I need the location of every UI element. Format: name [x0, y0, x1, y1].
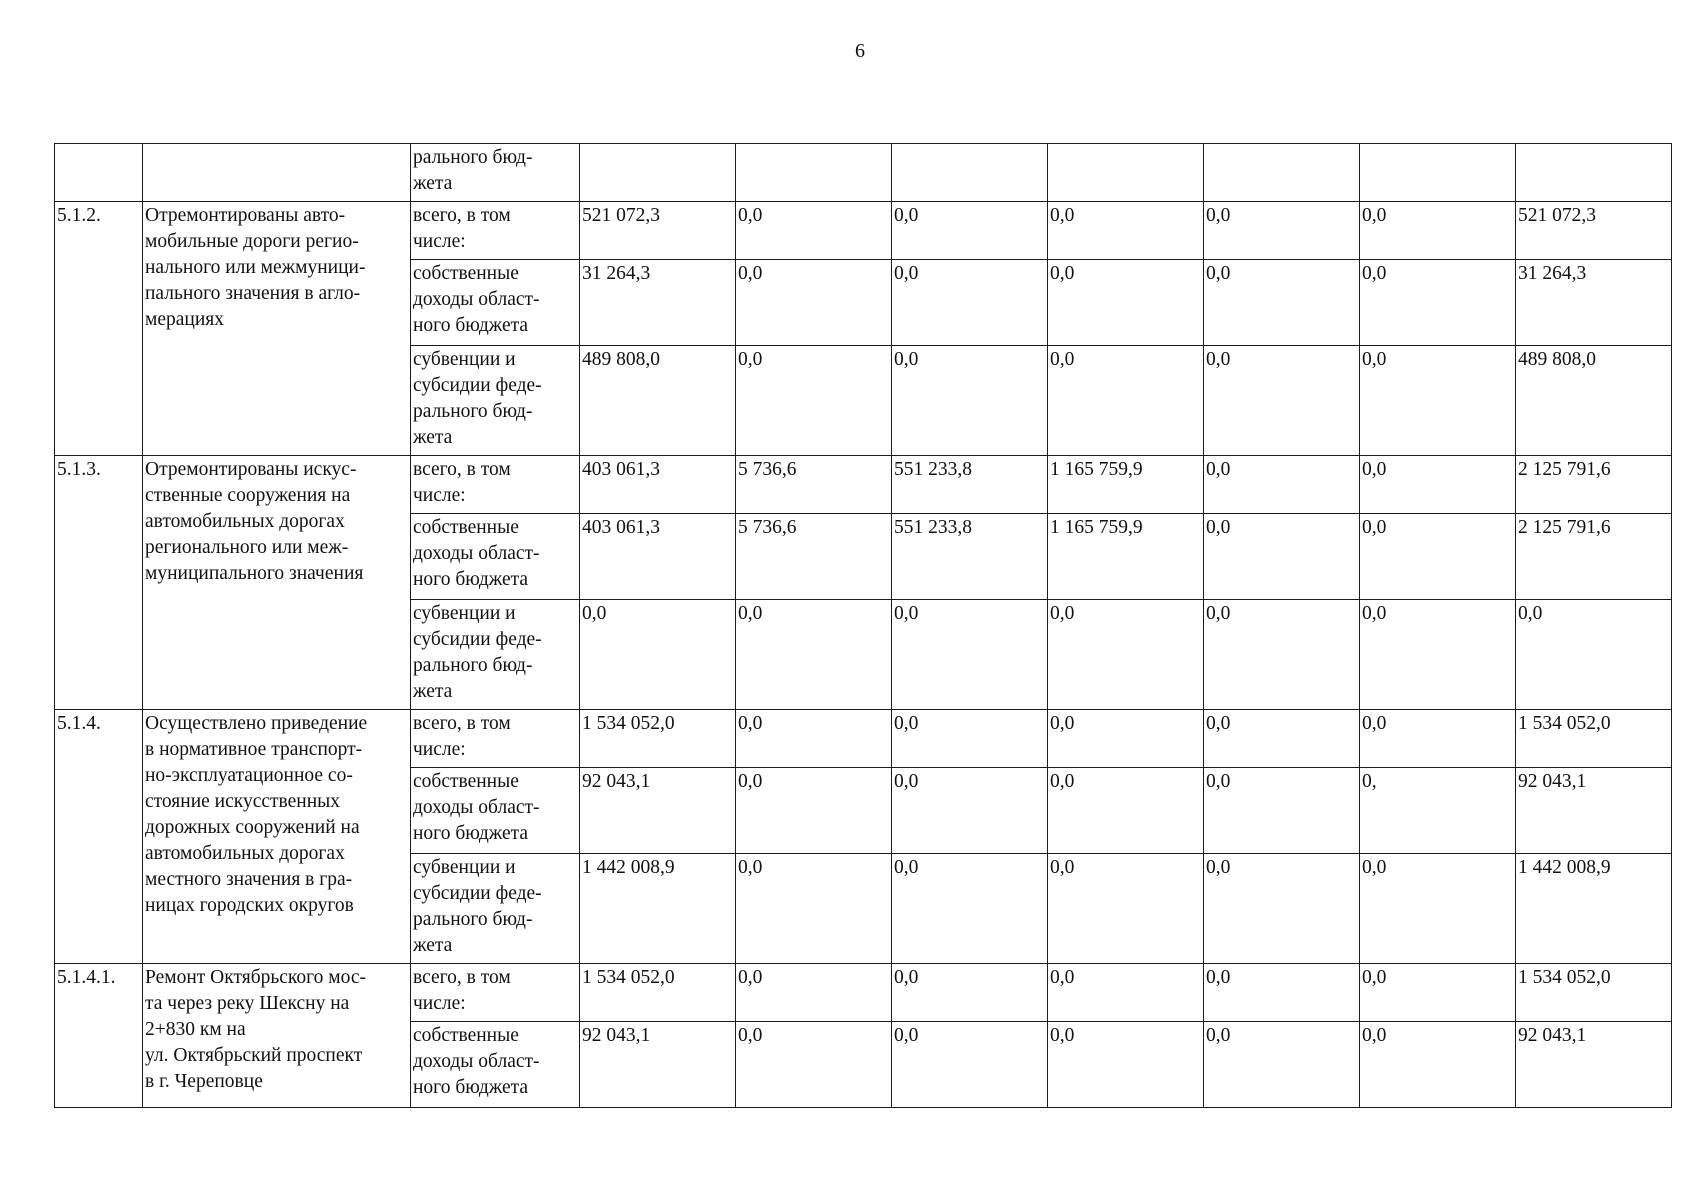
value-cell: 0,0 [736, 710, 892, 768]
measure-name-cell: Отремонтированы искус- ственные сооружения на автомобильных дорогах регионального или меж- муниципального значения [143, 456, 411, 710]
value-cell: 1 165 759,9 [1048, 514, 1204, 600]
table-row [55, 710, 1672, 768]
budget-table [54, 143, 1672, 1108]
funding-source-cell: субвенции и субсидии феде- рального бюд- жета [411, 854, 580, 964]
value-cell: 0,0 [1204, 514, 1360, 600]
value-cell: 0,0 [1048, 854, 1204, 964]
value-cell: 0,0 [1360, 202, 1516, 260]
funding-source-cell: рального бюд- жета [411, 144, 580, 202]
measure-name-cell [143, 144, 411, 202]
value-cell: 0,0 [892, 600, 1048, 710]
value-cell: 0,0 [1048, 768, 1204, 854]
value-cell: 403 061,3 [580, 456, 736, 514]
value-cell: 551 233,8 [892, 456, 1048, 514]
value-cell: 0,0 [1048, 260, 1204, 346]
value-cell: 1 165 759,9 [1048, 456, 1204, 514]
value-cell: 0,0 [580, 600, 736, 710]
table-row [55, 202, 1672, 260]
value-cell: 92 043,1 [580, 1022, 736, 1108]
value-cell: 0,0 [1360, 456, 1516, 514]
value-cell: 0,0 [1360, 600, 1516, 710]
value-cell: 489 808,0 [1516, 346, 1672, 456]
funding-source-cell: всего, в том числе: [411, 202, 580, 260]
value-cell: 0,0 [1204, 1022, 1360, 1108]
value-cell [1516, 144, 1672, 202]
value-cell: 0,0 [1204, 964, 1360, 1022]
funding-source-cell: собственные доходы област- ного бюджета [411, 260, 580, 346]
row-number-cell: 5.1.4.1. [55, 964, 143, 1108]
value-cell: 0,0 [892, 346, 1048, 456]
value-cell: 489 808,0 [580, 346, 736, 456]
value-cell [736, 144, 892, 202]
value-cell: 0,0 [1360, 1022, 1516, 1108]
value-cell [580, 144, 736, 202]
value-cell: 2 125 791,6 [1516, 514, 1672, 600]
value-cell: 0,0 [1516, 600, 1672, 710]
funding-source-cell: собственные доходы област- ного бюджета [411, 768, 580, 854]
value-cell: 1 442 008,9 [580, 854, 736, 964]
page-number: 6 [855, 40, 865, 62]
value-cell [892, 144, 1048, 202]
value-cell: 0, [1360, 768, 1516, 854]
value-cell: 0,0 [1360, 854, 1516, 964]
value-cell: 1 534 052,0 [580, 964, 736, 1022]
row-number-cell [55, 144, 143, 202]
value-cell: 0,0 [1360, 964, 1516, 1022]
value-cell [1360, 144, 1516, 202]
value-cell: 551 233,8 [892, 514, 1048, 600]
value-cell: 0,0 [1204, 768, 1360, 854]
value-cell: 5 736,6 [736, 514, 892, 600]
value-cell: 0,0 [892, 202, 1048, 260]
value-cell: 0,0 [892, 260, 1048, 346]
value-cell: 31 264,3 [580, 260, 736, 346]
value-cell: 0,0 [1360, 346, 1516, 456]
funding-source-cell: всего, в том числе: [411, 710, 580, 768]
value-cell: 0,0 [892, 1022, 1048, 1108]
table-row [55, 964, 1672, 1022]
value-cell: 0,0 [1360, 260, 1516, 346]
value-cell: 1 534 052,0 [1516, 710, 1672, 768]
measure-name-cell: Отремонтированы авто- мобильные дороги регио- нального или межмуници- пального значения в агло- мерациях [143, 202, 411, 456]
funding-source-cell: субвенции и субсидии феде- рального бюд- жета [411, 346, 580, 456]
value-cell: 0,0 [1360, 514, 1516, 600]
value-cell: 0,0 [1204, 456, 1360, 514]
value-cell: 0,0 [1204, 600, 1360, 710]
measure-name-cell: Ремонт Октябрьского мос- та через реку Шексну на 2+830 км на ул. Октябрьский проспект в г. Череповце [143, 964, 411, 1108]
row-number-cell: 5.1.4. [55, 710, 143, 964]
value-cell: 0,0 [892, 710, 1048, 768]
value-cell: 1 442 008,9 [1516, 854, 1672, 964]
value-cell: 0,0 [736, 260, 892, 346]
value-cell: 1 534 052,0 [580, 710, 736, 768]
value-cell: 0,0 [1048, 346, 1204, 456]
row-number-cell: 5.1.2. [55, 202, 143, 456]
value-cell: 92 043,1 [1516, 1022, 1672, 1108]
value-cell: 2 125 791,6 [1516, 456, 1672, 514]
value-cell: 92 043,1 [1516, 768, 1672, 854]
value-cell [1204, 144, 1360, 202]
value-cell: 0,0 [736, 600, 892, 710]
value-cell: 0,0 [892, 964, 1048, 1022]
value-cell: 0,0 [1048, 600, 1204, 710]
funding-source-cell: субвенции и субсидии феде- рального бюд- жета [411, 600, 580, 710]
funding-source-cell: собственные доходы област- ного бюджета [411, 514, 580, 600]
value-cell [1048, 144, 1204, 202]
table-row [55, 144, 1672, 202]
value-cell: 5 736,6 [736, 456, 892, 514]
value-cell: 0,0 [736, 346, 892, 456]
value-cell: 0,0 [1204, 346, 1360, 456]
value-cell: 0,0 [736, 202, 892, 260]
value-cell: 0,0 [1048, 964, 1204, 1022]
value-cell: 0,0 [1360, 710, 1516, 768]
value-cell: 0,0 [1204, 202, 1360, 260]
value-cell: 0,0 [1204, 854, 1360, 964]
value-cell: 0,0 [1204, 710, 1360, 768]
table-row [55, 456, 1672, 514]
row-number-cell: 5.1.3. [55, 456, 143, 710]
funding-source-cell: собственные доходы област- ного бюджета [411, 1022, 580, 1108]
value-cell: 403 061,3 [580, 514, 736, 600]
funding-source-cell: всего, в том числе: [411, 456, 580, 514]
value-cell: 521 072,3 [580, 202, 736, 260]
value-cell: 0,0 [736, 854, 892, 964]
value-cell: 92 043,1 [580, 768, 736, 854]
value-cell: 0,0 [1048, 1022, 1204, 1108]
value-cell: 0,0 [736, 1022, 892, 1108]
value-cell: 31 264,3 [1516, 260, 1672, 346]
measure-name-cell: Осуществлено приведение в нормативное транспорт- но-эксплуатационное со- стояние искусственных дорожных сооружений на автомобильных дорогах местного значения в гра- ницах городских округов [143, 710, 411, 964]
value-cell: 0,0 [1048, 710, 1204, 768]
value-cell: 1 534 052,0 [1516, 964, 1672, 1022]
value-cell: 0,0 [736, 768, 892, 854]
value-cell: 0,0 [892, 768, 1048, 854]
value-cell: 521 072,3 [1516, 202, 1672, 260]
value-cell: 0,0 [1048, 202, 1204, 260]
value-cell: 0,0 [736, 964, 892, 1022]
funding-source-cell: всего, в том числе: [411, 964, 580, 1022]
value-cell: 0,0 [1204, 260, 1360, 346]
value-cell: 0,0 [892, 854, 1048, 964]
